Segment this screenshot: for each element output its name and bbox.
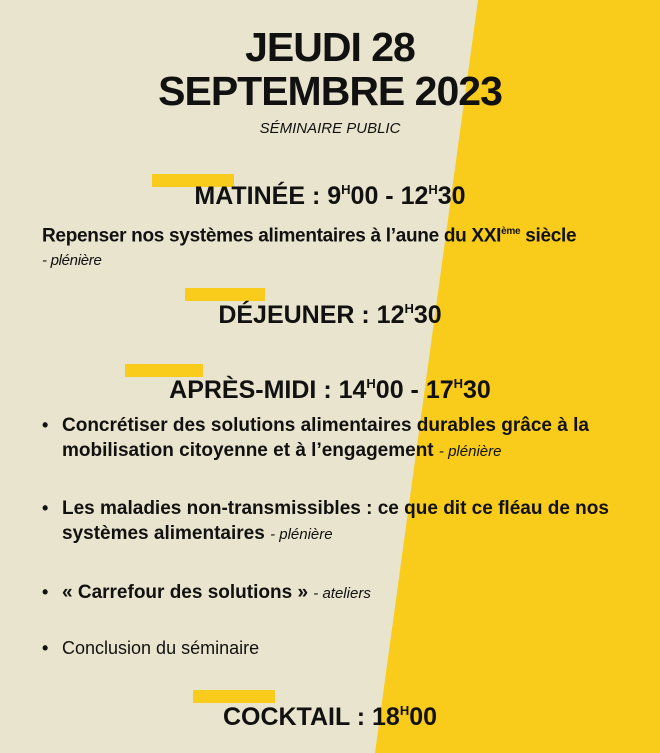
subtitle: SÉMINAIRE PUBLIC	[259, 120, 401, 137]
afternoon-item-4: Conclusion du séminaire	[62, 638, 260, 658]
heading-cocktail: COCKTAIL : $18^H00$	[222, 703, 438, 731]
heading-lunch: DÉJEUNER : $12^H30$	[218, 301, 442, 329]
date-title	[0, 25, 660, 113]
afternoon-item-2: Les maladies non-transmissibles : ce que dit ce fléau de nos systèmes alimentaires - plénière	[62, 498, 609, 544]
heading-morning: MATINÉE : $9^H00 - 12^H30$	[194, 182, 466, 210]
date-line-1: JEUDI 28	[245, 24, 415, 70]
bullet-4: •	[42, 638, 49, 658]
afternoon-item-1: Concrétiser des solutions alimentaires durables grâce à la mobilisation citoyenne et à l’engagement - plénière	[62, 415, 589, 461]
bullet-1: •	[42, 415, 49, 435]
afternoon-item-3: « Carrefour des solutions » - ateliers	[62, 582, 371, 603]
bullet-3: •	[42, 582, 49, 602]
bullet-2: •	[42, 498, 49, 518]
morning-session-tag: - plénière	[42, 252, 102, 270]
heading-afternoon: APRÈS-MIDI : $14^H00 - 17^H30$	[169, 376, 491, 404]
date-line-2: SEPTEMBRE 2023	[158, 68, 502, 114]
morning-session: Repenser nos systèmes alimentaires à l’aune du XXIème siècle - plénière	[42, 219, 642, 273]
morning-session-title: Repenser nos systèmes alimentaires à l’aune du XXI	[42, 225, 502, 247]
